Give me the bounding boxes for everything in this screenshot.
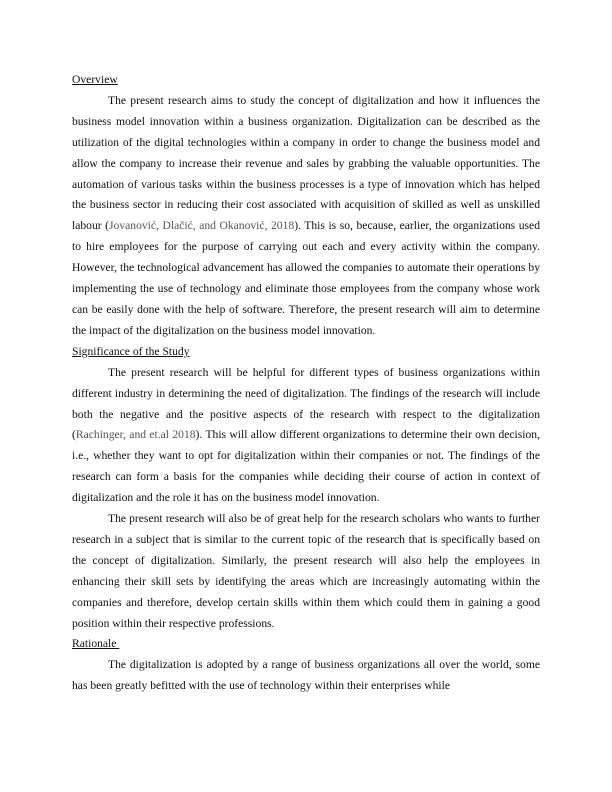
paragraph-text: The present research will be helpful for different types of business organizations within different industry in determining the need of digitalization. The findings of the research will include both the negative and the positive aspects of the research with respect to the digitalization ( [72,365,540,442]
section-heading-rationale: Rationale [72,637,120,651]
significance-paragraph-1 [72,363,540,509]
document-body [72,70,540,697]
paragraph-text: The present research aims to study the concept of digitalization and how it influences the business model innovation within a business organization. Digitalization can be described as the utilization of the digital technologies within a company in order to change the business model and allow the company to increase their revenue and sales by grabbing the valuable opportunities. The automation of various tasks within the business processes is a type of innovation which has helped the business sector in reducing their cost associated with acquisition of skilled as well as unskilled labour ( [72,93,540,233]
citation-rachinger: Rachinger, and et.al 2018 [75,428,196,442]
paragraph-text: ). This will allow different organizations to determine their own decision, i.e., whether they want to opt for digitalization within their companies or not. The findings of the research can form a basis for the companies while deciding their course of action in context of digitalization and the role it has on the business model innovation. [72,428,540,505]
section-heading-overview: Overview [72,73,118,86]
section-heading-significance: Significance of the Study [72,344,190,358]
significance-paragraph-2: The present research will also be of great help for the research scholars who wants to further research in a subject that is similar to the current topic of the research that is specifically based on the concept of digitalization. Similarly, the present research will also help the employees in enhancing their skill sets by identifying the areas which are increasingly automating within the companies and therefore, develop certain skills within them which could them in gaining a good position within their respective professions. [72,512,540,630]
citation-jovanovic: Jovanović, Dlačić, and Okanović, 2018 [109,219,295,233]
rationale-paragraph: The digitalization is adopted by a range of business organizations all over the world, some has been greatly befitted with the use of technology within their enterprises while [72,658,540,693]
paragraph-text: ). This is so, because, earlier, the organizations used to hire employees for the purpose of carrying out each and every activity within the company. However, the technological advancement has allowed the companies to automate their operations by implementing the use of technology and eliminate those employees from the company whose work can be easily done with the help of software. Therefore, the present research will aim to determine the impact of the digitalization on the business model innovation. [72,219,540,337]
overview-paragraph [72,91,540,342]
